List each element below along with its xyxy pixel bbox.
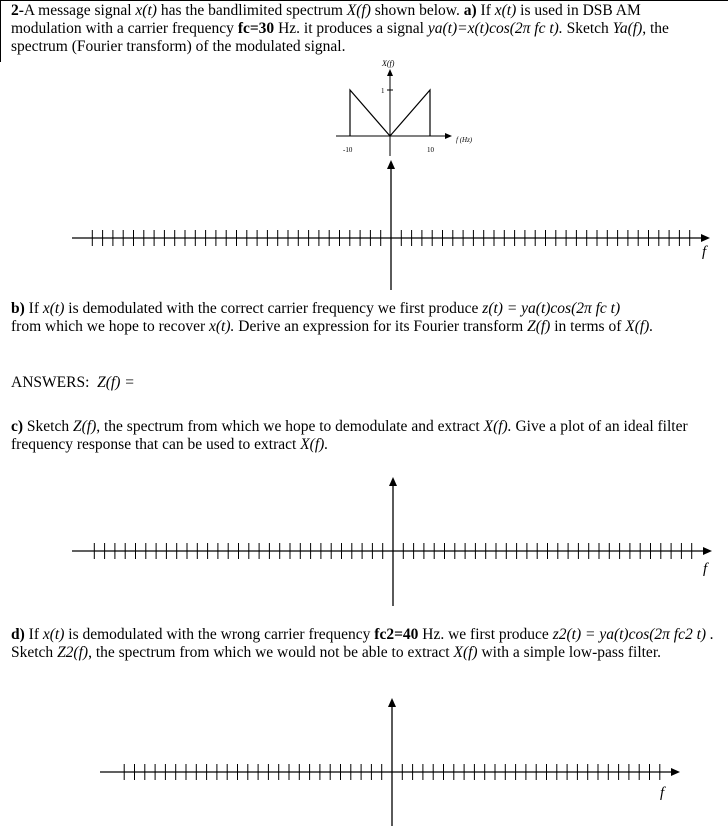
- part-c-label: c): [11, 418, 24, 435]
- f-label-c: f: [703, 561, 708, 577]
- f-label-a: f: [702, 244, 707, 260]
- modulated-signal-eq: ya(t)=x(t)cos(2π fc t).: [427, 20, 563, 37]
- part-d: d) If x(t) is demodulated with the wrong carrier frequency fc2=40 Hz. we first produce z2(t) = ya(t)cos(2π fc2 t) . Sketch Z2(f), the spectrum from which we would not be able to extract X(f) with a simple low-pass filter.: [11, 626, 714, 661]
- tick-label-left: -10: [343, 146, 353, 154]
- part-a-label: a): [463, 2, 477, 19]
- spectrum-ylabel: X(f): [382, 59, 395, 68]
- y-axis-arrow: [388, 698, 396, 707]
- wrong-carrier-frequency: fc2=40: [374, 626, 419, 643]
- problem-statement: 2-A message signal x(t) has the bandlimited spectrum X(f) shown below. a) If x(t) is used in DSB AM modulation with a carrier frequency fc=30 Hz. it produces a signal ya(t)=x(t)cos(2π fc t). Sketch Ya(f), the spectrum (Fourier transform) of the modulated signal.: [11, 2, 669, 55]
- answers-label: ANSWERS:: [11, 374, 90, 391]
- demod-eq: z(t) = ya(t)cos(2π fc t): [482, 300, 621, 317]
- answers-eq: Z(f) =: [97, 374, 135, 391]
- tick-label-right: 10: [427, 146, 434, 154]
- f-label-d: f: [660, 785, 665, 801]
- problem-number: 2-: [11, 2, 24, 19]
- spectrum-xlabel: f (Hz): [456, 136, 473, 144]
- part-d-label: d): [11, 626, 25, 643]
- part-b-label: b): [11, 300, 25, 317]
- x-axis-arrow: [671, 768, 680, 776]
- part-b: b) If x(t) is demodulated with the correct carrier frequency we first produce z(t) = ya(t)cos(2π fc t) from which we hope to recover x(t). Derive an expression for its Fourier transform Z(f) in terms of X(f).: [11, 300, 654, 335]
- peak-tick-label: 1: [381, 87, 385, 95]
- carrier-frequency: fc=30: [237, 20, 275, 37]
- part-c: c) Sketch Z(f), the spectrum from which we hope to demodulate and extract X(f). Give a plot of an ideal filter frequency response that can be used to extract X(f).: [11, 418, 688, 453]
- wrong-demod-eq: z2(t) = ya(t)cos(2π fc2 t) .: [552, 626, 714, 643]
